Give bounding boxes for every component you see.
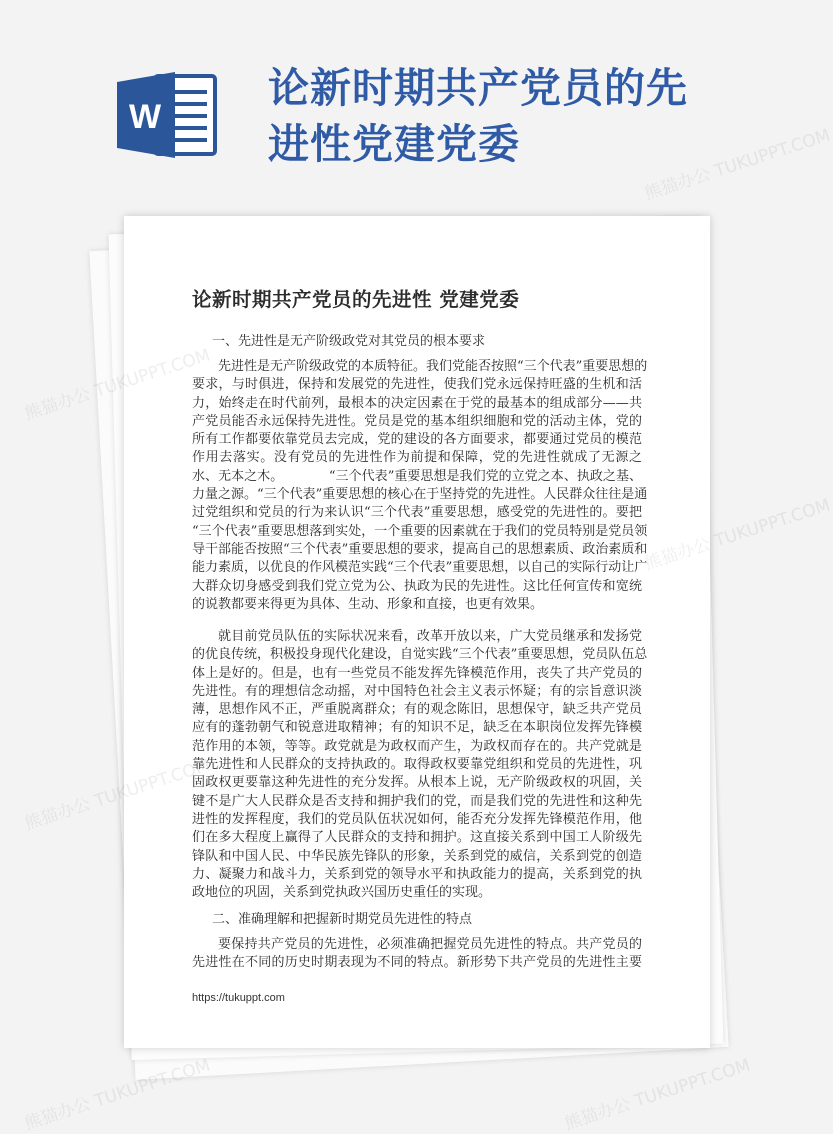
text-line: 就目前党员队伍的实际状况来看，改革开放以来，广大党员继承和发扬党 <box>218 629 642 644</box>
text-line: 要求，与时俱进，保持和发展党的先进性，使我们党永远保持旺盛的生机和活 <box>192 377 642 393</box>
text-line: 薄，思想作风不正，严重脱离群众；有的观念陈旧，思想保守，缺乏共产党员 <box>192 702 642 718</box>
header-banner <box>0 0 800 200</box>
text-line: 应有的蓬勃朝气和锐意进取精神；有的知识不足，缺乏在本职岗位发挥先锋模 <box>192 720 642 736</box>
watermark: 熊猫办公 TUKUPPT.COM <box>642 495 833 575</box>
text-line: 体上是好的。但是，也有一些党员不能发挥先锋模范作用，丧失了共产党员的 <box>192 665 642 681</box>
text-line: 作用去落实。没有党员的先进性作为前提和保障，党的先进性就成了无源之 <box>192 450 642 466</box>
text-line: 先进性在不同的历史时期表现为不同的特点。新形势下共产党员的先进性主要 <box>192 955 642 971</box>
footer-url: https://tukuppt.com <box>192 992 285 1004</box>
watermark: 熊猫办公 TUKUPPT.COM <box>22 1055 213 1134</box>
watermark: 熊猫办公 TUKUPPT.COM <box>562 1055 753 1134</box>
document-page <box>124 216 710 1048</box>
text-line: 锋队和中国人民、中华民族先锋队的形象，关系到党的威信，关系到党的创造 <box>192 848 642 864</box>
text-line: 政地位的巩固，关系到党执政兴国历史重任的实现。 <box>192 885 492 901</box>
text-line: 力量之源。“三个代表”重要思想的核心在于坚持党的先进性。人民群众往往是通 <box>192 487 648 503</box>
page-title <box>268 60 768 172</box>
watermark: 熊猫办公 <box>22 384 94 425</box>
text-line: 所有工作都要依靠党员去完成，党的建设的各方面要求，都要通过党员的模范 <box>192 432 642 448</box>
paragraph-3 <box>192 936 642 973</box>
text-line: 固政权更要靠这种先进性的充分发挥。从根本上说，无产阶级政权的巩固，关 <box>192 775 642 791</box>
text-line: 进性的发挥程度，我们的党员队伍状况如何，能否充分发挥先锋模范作用，他 <box>192 811 642 827</box>
section-heading-2: 二、准确理解和把握新时期党员先进性的特点 <box>212 912 473 927</box>
text-line: 水、无本之木。 “三个代表”重要思想是我们党的立党之本、执政之基、 <box>192 468 642 484</box>
document-title: 论新时期共产党员的先进性 党建党委 <box>192 288 520 311</box>
text-line: 范作用的本领，等等。政党就是为政权而产生，为政权而存在的。共产党就是 <box>192 738 642 754</box>
text-line: 靠先进性和人民群众的支持执政的。取得政权要靠党组织和党员的先进性，巩 <box>192 757 642 773</box>
text-line: 要保持共产党员的先进性，必须准确把握党员先进性的特点。共产党员的 <box>218 937 642 952</box>
text-line: 导干部能否按照“三个代表”重要思想的要求，提高自己的思想素质、政治素质和 <box>192 541 648 557</box>
text-line: 过党组织和党员的行为来认识“三个代表”重要思想，感受党的先进性的。要把 <box>192 505 642 521</box>
watermark: 熊猫办公 TUKUPPT.COM <box>22 755 213 835</box>
text-line: 力、凝聚力和战斗力，关系到党的领导水平和执政能力的提高，关系到党的执 <box>192 866 642 882</box>
paragraph-2 <box>192 628 648 902</box>
text-line: 产党员能否永远保持先进性。党员是党的基本组织细胞和党的活动主体，党的 <box>192 413 642 429</box>
text-line: 先进性。有的理想信念动摇，对中国特色社会主义表示怀疑；有的宗旨意识淡 <box>192 683 642 699</box>
page-title-line-2: 进性党建党委 <box>268 120 520 168</box>
page-title-line-1: 论新时期共产党员的先 <box>268 64 688 112</box>
section-heading-1: 一、先进性是无产阶级政党对其党员的根本要求 <box>212 334 486 349</box>
text-line: “三个代表”重要思想落到实处，一个重要的因素就在于我们的党员特别是党员领 <box>192 523 648 539</box>
text-line: 大群众切身感受到我们党立党为公、执政为民的先进性。这比任何宣传和宽统 <box>192 578 642 594</box>
text-line: 的说教都要来得更为具体、生动、形象和直接，也更有效果。 <box>192 596 544 612</box>
svg-text:W: W <box>128 98 162 136</box>
text-line: 键不是广大人民群众是否支持和拥护我们的党，而是我们党的先进性和这种先 <box>192 793 642 809</box>
text-line: 力，始终走在时代前列，最根本的决定因素在于党的最基本的组成部分——共 <box>192 395 642 411</box>
watermark: 熊猫办公 TUKUPPT.COM <box>642 125 833 205</box>
text-line: 能力素质，以优良的作风模范实践“三个代表”重要思想，以自己的实际行动让广 <box>192 560 648 576</box>
text-line: 的优良传统，积极投身现代化建设，自觉实践“三个代表”重要思想，党员队伍总 <box>192 647 648 663</box>
text-line: 们在多大程度上赢得了人民群众的支持和拥护。这直接关系到中国工人阶级先 <box>192 830 642 846</box>
word-document-icon <box>117 72 217 158</box>
paragraph-1 <box>192 358 648 614</box>
text-line: 先进性是无产阶级政党的本质特征。我们党能否按照“三个代表”重要思想的 <box>218 359 648 374</box>
